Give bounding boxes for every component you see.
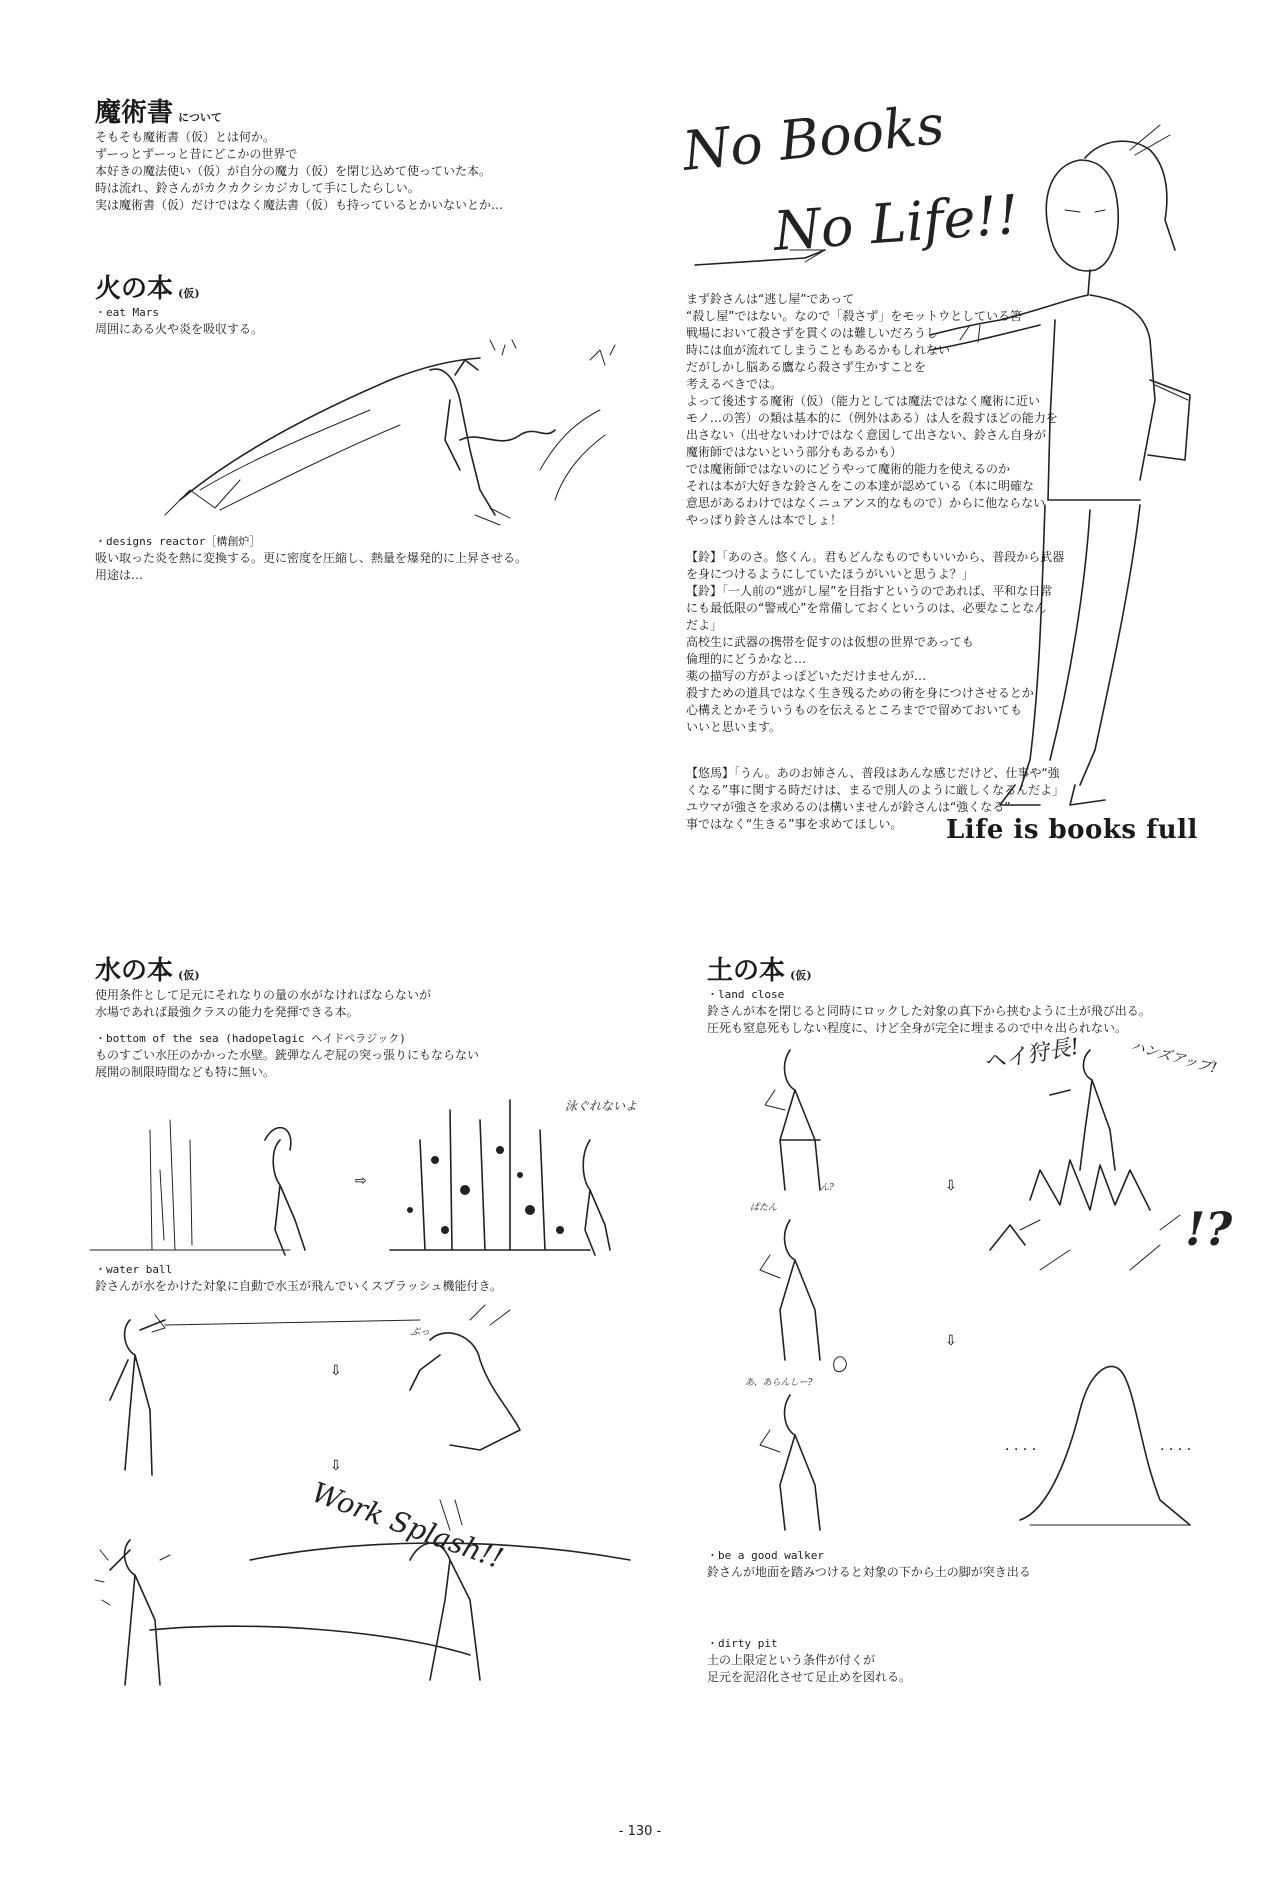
earth-section: [707, 950, 1227, 1037]
intro-section: [95, 92, 565, 214]
earth-note-small3: あ、あらんしー?: [745, 1378, 813, 1388]
earth-note-small2: ん?: [820, 1183, 834, 1193]
earth-heading: [707, 950, 1227, 987]
water-ability1-name: ・bottom of the sea (hadopelagic ヘイドペラジック): [95, 1032, 406, 1045]
earth-note-he: ヘイ狩長!: [981, 1034, 1082, 1076]
water-heading: [95, 950, 615, 987]
fire-ability2-name: ・designs reactor［構創炉］: [95, 535, 261, 548]
intro-text: そもそも魔術書（仮）とは何か。 ずーっとずーっと昔にどこかの世界で 本好きの魔法使い（仮）が自分の魔力（仮）を閉じ込めて使っていた本。 時は流れ、鈴さんがカクカクシカジカして手にしたらしい。 実は魔術書（仮）だけではなく魔法書（仮）も持っているとかいないとか…: [95, 130, 504, 212]
fire-heading: [95, 268, 615, 305]
water-ability2-desc: 鈴さんが水をかけた対象に自動で水玉が飛んでいくスプラッシュ機能付き。: [95, 1279, 503, 1293]
water-wall-sketch: [90, 1080, 660, 1270]
fire-ability1-desc: 周囲にある火や炎を吸収する。: [95, 322, 264, 336]
earth-title-suffix: (仮): [790, 969, 812, 982]
earth-ability2-desc: 鈴さんが地面を踏みつけると対象の下から土の脚が突き出る: [707, 1565, 1031, 1579]
earth-note-small1: ぱたん: [750, 1203, 778, 1213]
intro-title: 魔術書: [95, 98, 174, 128]
water-section: [95, 950, 615, 1081]
water-ability1-desc: ものすごい水圧のかかった水壁。銃弾なんぞ屁の突っ張りにもならない 展開の制限時間なども特に無い。: [95, 1048, 480, 1079]
fire-title: 火の本: [95, 274, 174, 304]
earth-ability1-name: ・land close: [707, 988, 785, 1001]
fire-sketch: [160, 340, 630, 540]
slogan-line1: No Books: [679, 92, 948, 183]
water-note-small: ぷっ: [410, 1327, 430, 1338]
earth-ability2: [707, 1548, 1227, 1581]
fire-ability1-name: ・eat Mars: [95, 306, 159, 319]
water-note-wall: 泳ぐれないよ: [565, 1099, 638, 1113]
earth-sketch: [740, 1030, 1250, 1550]
earth-ability1-desc: 鈴さんが本を閉じると同時にロックした対象の真下から挟むように土が飛び出る。 圧死も窒息死もしない程度に、けど全身が完全に埋まるので中々出られない。: [707, 1004, 1151, 1035]
water-title: 水の本: [95, 956, 174, 986]
earth-dots-right: . . . .: [1160, 1438, 1192, 1454]
water-down-arrow-2: ⇩: [330, 1458, 342, 1474]
earth-down-arrow-2: ⇩: [945, 1333, 957, 1349]
fire-title-suffix: (仮): [178, 287, 200, 300]
earth-note-hands: ハンズアップ!: [1128, 1038, 1219, 1077]
water-ball-sketch: [90, 1300, 670, 1690]
earth-ability2-name: ・be a good walker: [707, 1549, 824, 1562]
earth-ability3-name: ・dirty pit: [707, 1637, 778, 1650]
intro-title-suffix: について: [178, 111, 222, 124]
earth-ability3-desc: 土の上限定という条件が付くが 足元を泥沼化させて足止めを図れる。: [707, 1653, 912, 1684]
earth-dots-left: . . . .: [1005, 1438, 1037, 1454]
water-transition-arrow-1: ⇨: [355, 1173, 367, 1189]
page-number: - 130 -: [618, 1824, 662, 1839]
intro-heading: [95, 92, 565, 129]
water-ability2-name: ・water ball: [95, 1263, 173, 1276]
water-title-suffix: (仮): [178, 969, 200, 982]
character-caption: Life is books full: [946, 815, 1198, 845]
water-intro: 使用条件として足元にそれなりの量の水がなければならないが 水場であれば最強クラスの能力を発揮できる本。: [95, 988, 432, 1019]
character-text: まず鈴さんは“逃し屋”であって “殺し屋”ではない。なので「殺さず」をモットウとしている筈 戦場において殺さずを貫くのは難しいだろうし 時には血が流れてしまうこともあるかもしれない だがしかし脳ある鷹なら殺さず生かすことを 考えるべきでは。 よって後述する魔術（仮）（能力としては魔法ではなく魔術に近い モノ…の筈）の類は基本的に（例外はある）は人を殺すほどの能力を 出さない（出せないわけではなく意図して出さない、鈴さん自身が 魔術師ではないという部分もあるかも） では魔術師ではないのにどうやって魔術的能力を使えるのか それは本が大好きな鈴さんをこの本達が認めている（本に明確な 意思があるわけではなくニュアンス的なもので）からに他ならない やっぱり鈴さんは本でしょ！: [686, 292, 1058, 527]
slogan-line2: No Life!!: [771, 183, 1021, 263]
earth-ability3: [707, 1636, 1227, 1686]
earth-title: 土の本: [707, 956, 786, 986]
fire-ability2: [95, 534, 615, 584]
fire-ability2-desc: 吸い取った炎を熱に変換する。更に密度を圧縮し、熱量を爆発的に上昇させる。 用途は…: [95, 551, 528, 582]
earth-down-arrow-1: ⇩: [945, 1178, 957, 1194]
character-dialogue2: 【悠馬】「うん。あのお姉さん、普段はあんな感じだけど、仕事や“強 くなる”事に関する時だけは、まるで別人のように厳しくなるんだよ」 ユウマが強さを求めるのは構いませんが鈴さんは“強くなる” 事ではなく“生きる”事を求めてほしい。: [686, 766, 1065, 831]
water-ability2: [95, 1262, 615, 1295]
earth-note-exclaim: !?: [1185, 1202, 1233, 1256]
water-down-arrow-1: ⇩: [330, 1363, 342, 1379]
water-note-splash: Work Splash!!: [307, 1475, 508, 1576]
fire-section: [95, 268, 615, 338]
character-dialogue1: 【鈴】「あのさ。悠くん。君もどんなものでもいいから、普段から武器 を身につけるようにしていたほうがいいと思うよ？」 【鈴】「一人前の“逃がし屋”を目指すというのであれば、平和な日常 にも最低限の“警戒心”を常備しておくというのは、必要なことなん だよ」 高校生に武器の携帯を促すのは仮想の世界であっても 倫理的にどうかなと… 薬の描写の方がよっぽどいただけませんが… 殺すための道具ではなく生き残るための術を身につけさせるとか 心構えとかそういうものを伝えるところまでで留めておいても いいと思います。: [686, 550, 1065, 734]
